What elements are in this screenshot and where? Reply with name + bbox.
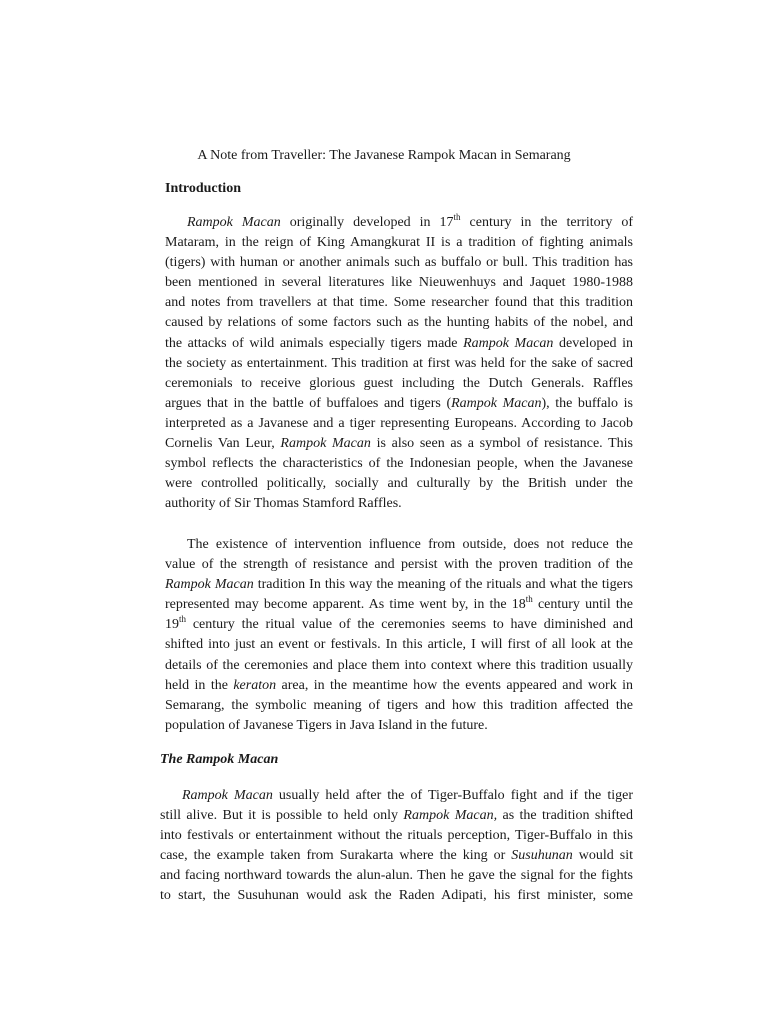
text-line bbox=[165, 233, 633, 253]
text-run: century in the territory of bbox=[460, 215, 633, 230]
text-run: ), the buffalo is bbox=[541, 395, 633, 411]
text-line bbox=[165, 656, 633, 676]
italic-term: keraton bbox=[233, 677, 277, 693]
text-run: The existence of intervention influence from outside, does not reduce the bbox=[187, 537, 633, 552]
text-run: and facing northward towards the alun-alun. Then he gave the signal for the fights bbox=[160, 868, 633, 884]
text-run: and notes from travellers at that time. Some researcher found that this tradition bbox=[165, 295, 633, 311]
text-line bbox=[160, 826, 633, 846]
text-line bbox=[165, 273, 633, 293]
text-run: Mataram, in the reign of King Amangkurat II is a tradition of fighting animals bbox=[165, 235, 633, 251]
superscript: th bbox=[179, 614, 187, 625]
text-run: would sit bbox=[572, 848, 633, 864]
text-run: argues that in the battle of buffaloes and tigers ( bbox=[165, 395, 452, 411]
text-run: (tigers) with human or another animals such as buffalo or bull. This tradition has bbox=[165, 255, 633, 271]
text-line bbox=[165, 676, 633, 696]
text-line bbox=[165, 535, 633, 555]
paragraph-rampok-macan bbox=[160, 786, 633, 907]
text-run: is also seen as a symbol of resistance. This bbox=[370, 436, 633, 452]
heading-introduction: Introduction bbox=[165, 181, 241, 196]
text-line bbox=[160, 866, 633, 886]
text-line bbox=[165, 615, 633, 635]
text-run: still alive. But it is possible to held only bbox=[160, 808, 404, 824]
text-run: symbol reflects the characteristics of the Indonesian people, when the Javanese bbox=[165, 456, 633, 472]
text-run: been mentioned in several literatures like Nieuwenhuys and Jaquet 1980-1988 bbox=[165, 275, 633, 291]
text-line bbox=[165, 253, 633, 273]
text-run: shifted into just an event or festivals. In this article, I will first of all look at the bbox=[165, 637, 633, 653]
italic-term: Rampok Macan bbox=[280, 436, 371, 452]
text-run: authority of Sir Thomas Stamford Raffles. bbox=[165, 496, 402, 512]
text-run: tradition In this way the meaning of the rituals and what the tigers bbox=[253, 577, 633, 593]
text-line bbox=[160, 886, 633, 906]
text-run: represented may become apparent. As time went by, in the 18 bbox=[165, 597, 526, 613]
superscript: th bbox=[525, 594, 533, 605]
text-line bbox=[160, 786, 633, 806]
text-line bbox=[160, 846, 633, 866]
italic-term: Rampok Macan bbox=[451, 395, 542, 411]
text-run: century the ritual value of the ceremonies seems to have diminished and bbox=[186, 617, 633, 633]
text-line bbox=[165, 374, 633, 394]
superscript: th bbox=[453, 212, 461, 222]
text-line bbox=[165, 394, 633, 414]
text-run: the attacks of wild animals especially tigers made bbox=[165, 335, 464, 351]
text-line bbox=[165, 434, 633, 454]
italic-term: Susuhunan bbox=[511, 848, 573, 864]
text-line bbox=[165, 555, 633, 575]
text-line bbox=[165, 716, 633, 736]
text-line bbox=[165, 334, 633, 354]
text-run: to start, the Susuhunan would ask the Raden Adipati, his first minister, some bbox=[160, 888, 633, 904]
text-line bbox=[165, 595, 633, 615]
italic-term: Rampok Macan bbox=[165, 577, 254, 593]
italic-term: Rampok Macan bbox=[182, 788, 273, 803]
text-run: caused by relations of some factors such as the hunting habits of the nobel, and bbox=[165, 315, 633, 331]
document-title: A Note from Traveller: The Javanese Rampok Macan in Semarang bbox=[197, 148, 571, 163]
text-run: century until the bbox=[532, 597, 633, 613]
text-line bbox=[165, 635, 633, 655]
text-line bbox=[165, 414, 633, 434]
text-line bbox=[165, 474, 633, 494]
text-run: into festivals or entertainment without the rituals perception, Tiger-Buffalo in this bbox=[160, 828, 633, 844]
text-line bbox=[165, 696, 633, 716]
text-run: area, in the meantime how the events appeared and work in bbox=[276, 677, 633, 693]
text-run: as the tradition shifted bbox=[497, 808, 633, 824]
heading-rampok-macan: The Rampok Macan bbox=[160, 752, 279, 767]
text-run: held in the bbox=[165, 677, 234, 693]
text-line bbox=[165, 494, 633, 514]
paragraph-intro-2 bbox=[165, 535, 633, 736]
text-run: the society as entertainment. This tradition at first was held for the sake of sacred bbox=[165, 355, 633, 371]
text-run: population of Javanese Tigers in Java Island in the future. bbox=[165, 717, 488, 733]
text-run: developed in bbox=[553, 335, 633, 351]
text-run: originally developed in 17 bbox=[280, 215, 454, 230]
text-run: usually held after the of Tiger-Buffalo fight and if the tiger bbox=[272, 788, 633, 803]
text-run: value of the strength of resistance and persist with the proven tradition of the bbox=[165, 557, 633, 573]
text-run: 19 bbox=[165, 617, 179, 633]
text-run: were controlled politically, socially and culturally by the British under the bbox=[165, 476, 633, 492]
text-line bbox=[165, 575, 633, 595]
text-line bbox=[165, 354, 633, 374]
text-run: Semarang, the symbolic meaning of tigers and how this tradition affected the bbox=[165, 697, 633, 713]
text-run: interpreted as a Javanese and a tiger representing Europeans. According to Jacob bbox=[165, 415, 633, 431]
text-line bbox=[165, 454, 633, 474]
italic-term: Rampok Macan bbox=[187, 215, 281, 230]
text-run: case, the example taken from Surakarta where the king or bbox=[160, 848, 512, 864]
text-line bbox=[165, 293, 633, 313]
text-line bbox=[160, 806, 633, 826]
text-line bbox=[165, 213, 633, 233]
text-run: ceremonials to receive glorious guest including the Dutch Generals. Raffles bbox=[165, 375, 633, 391]
text-run: details of the ceremonies and place them into context where this tradition usually bbox=[165, 657, 633, 673]
text-run: Cornelis Van Leur, bbox=[165, 436, 281, 452]
paragraph-intro-1 bbox=[165, 213, 633, 514]
italic-term: Rampok Macan, bbox=[403, 808, 498, 824]
italic-term: Rampok Macan bbox=[463, 335, 554, 351]
text-line bbox=[165, 313, 633, 333]
